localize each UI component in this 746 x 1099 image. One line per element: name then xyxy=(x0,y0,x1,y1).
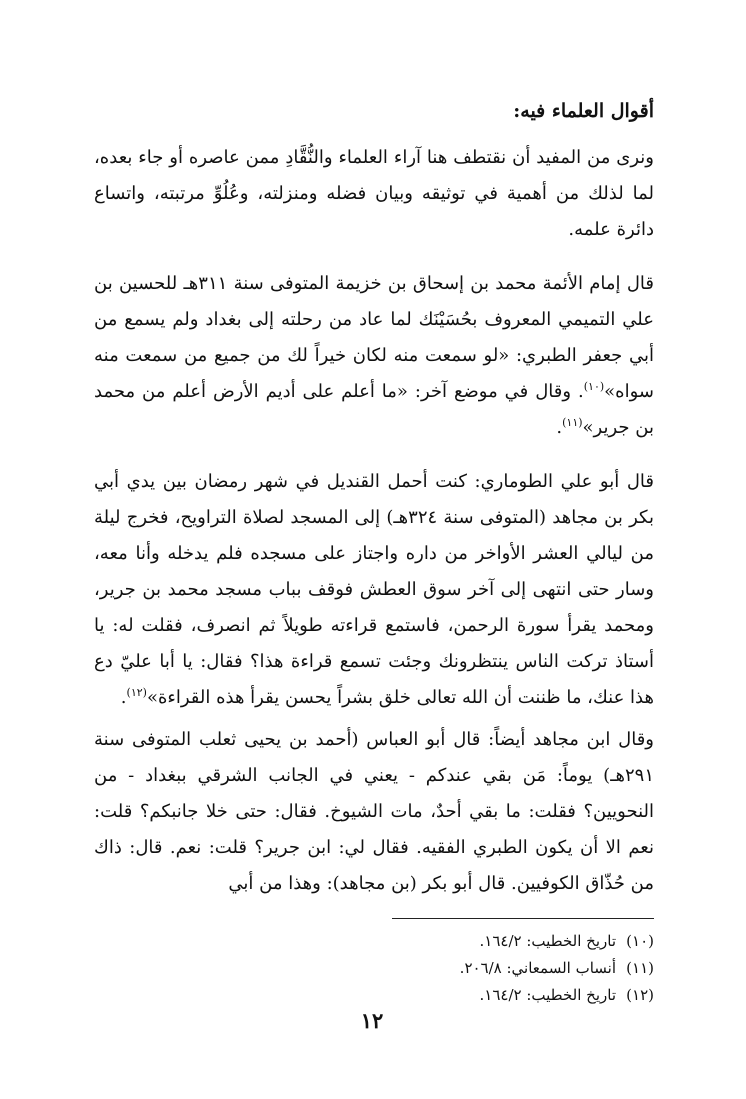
footnote-divider xyxy=(392,918,654,919)
paragraph-tumari xyxy=(94,464,654,708)
section-heading: أقوال العلماء فيه: xyxy=(513,100,654,122)
footnote-number: (١١) xyxy=(626,959,654,977)
page-number: ١٢ xyxy=(360,1008,384,1033)
footnote-item xyxy=(354,955,654,982)
footnote-text: تاريخ الخطيب: ١٦٤/٢. xyxy=(479,986,616,1004)
paragraph-intro: ونرى من المفيد أن نقتطف هنا آراء العلماء والنُّقَّادِ ممن عاصره أو جاء بعده، لما لذلك من أهمية في توثيقه وبيان فضله ومنزلته، وعُلُوِّ مرتبته، واتساع دائرة علمه. xyxy=(94,147,654,240)
paragraph-text: . xyxy=(120,687,127,708)
paragraph-text: . xyxy=(556,417,563,438)
footnote-item xyxy=(354,928,654,955)
footnote-item xyxy=(354,982,654,1009)
paragraph-text: . وقال في موضع آخر: «ما أعلم على أديم الأرض أعلم من محمد بن جرير» xyxy=(94,381,654,438)
footnotes xyxy=(354,928,654,1009)
footnote-text: أنساب السمعاني: ٢٠٦/٨. xyxy=(459,959,616,977)
paragraph-text: قال أبو علي الطوماري: كنت أحمل القنديل في شهر رمضان بين يدي أبي بكر بن مجاهد (المتوفى سنة ٣٢٤هـ) إلى المسجد لصلاة التراويح، فخرج ليلة من ليالي العشر الأواخر من داره واجتاز على مسجده فلم يدخله وأنا معه، وسار حتى انتهى إلى آخر سوق العطش فوقف بباب مسجد محمد بن جرير، ومحمد يقرأ سورة الرحمن، فاستمع قراءته طويلاً ثم انصرف، فقلت له: يا أستاذ تركت الناس ينتظرونك وجئت تسمع قراءة هذا؟ فقال: يا أبا عليّ دع هذا عنك، ما ظننت أن الله تعالى خلق بشراً يحسن يقرأ هذه القراءة» xyxy=(94,471,654,708)
footnote-ref: (١١) xyxy=(562,416,583,429)
footnote-ref: (١٢) xyxy=(126,686,147,699)
paragraph-ibn-khuzayma xyxy=(94,266,654,466)
footnote-text: تاريخ الخطيب: ١٦٤/٢. xyxy=(479,932,616,950)
footnote-number: (١٠) xyxy=(626,932,654,950)
paragraph-ibn-mujahid: وقال ابن مجاهد أيضاً: قال أبو العباس (أحمد بن يحيى ثعلب المتوفى سنة ٢٩١هـ) يوماً: مَن بقي عندكم - يعني في الجانب الشرقي ببغداد - من النحويين؟ فقلت: ما بقي أحدٌ، مات الشيوخ. فقال: حتى خلا جانبكم؟ قلت: نعم الا أن يكون الطبري الفقيه. فقال لي: ابن جرير؟ قلت: نعم. قال: ذاك من حُذّاق الكوفيين. قال أبو بكر (بن مجاهد): وهذا من أبي xyxy=(94,729,654,894)
paragraph-text: قال إمام الأئمة محمد بن إسحاق بن خزيمة المتوفى سنة ٣١١هـ للحسين بن علي التميمي المعروف بحُسَيْنَك لما عاد من رحلته إلى بغداد ولم يسمع من أبي جعفر الطبري: «لو سمعت منه لكان خيراً لك من جميع من سمعت منه سواه» xyxy=(94,273,655,402)
footnote-number: (١٢) xyxy=(626,986,654,1004)
footnote-ref: (١٠) xyxy=(583,380,605,393)
